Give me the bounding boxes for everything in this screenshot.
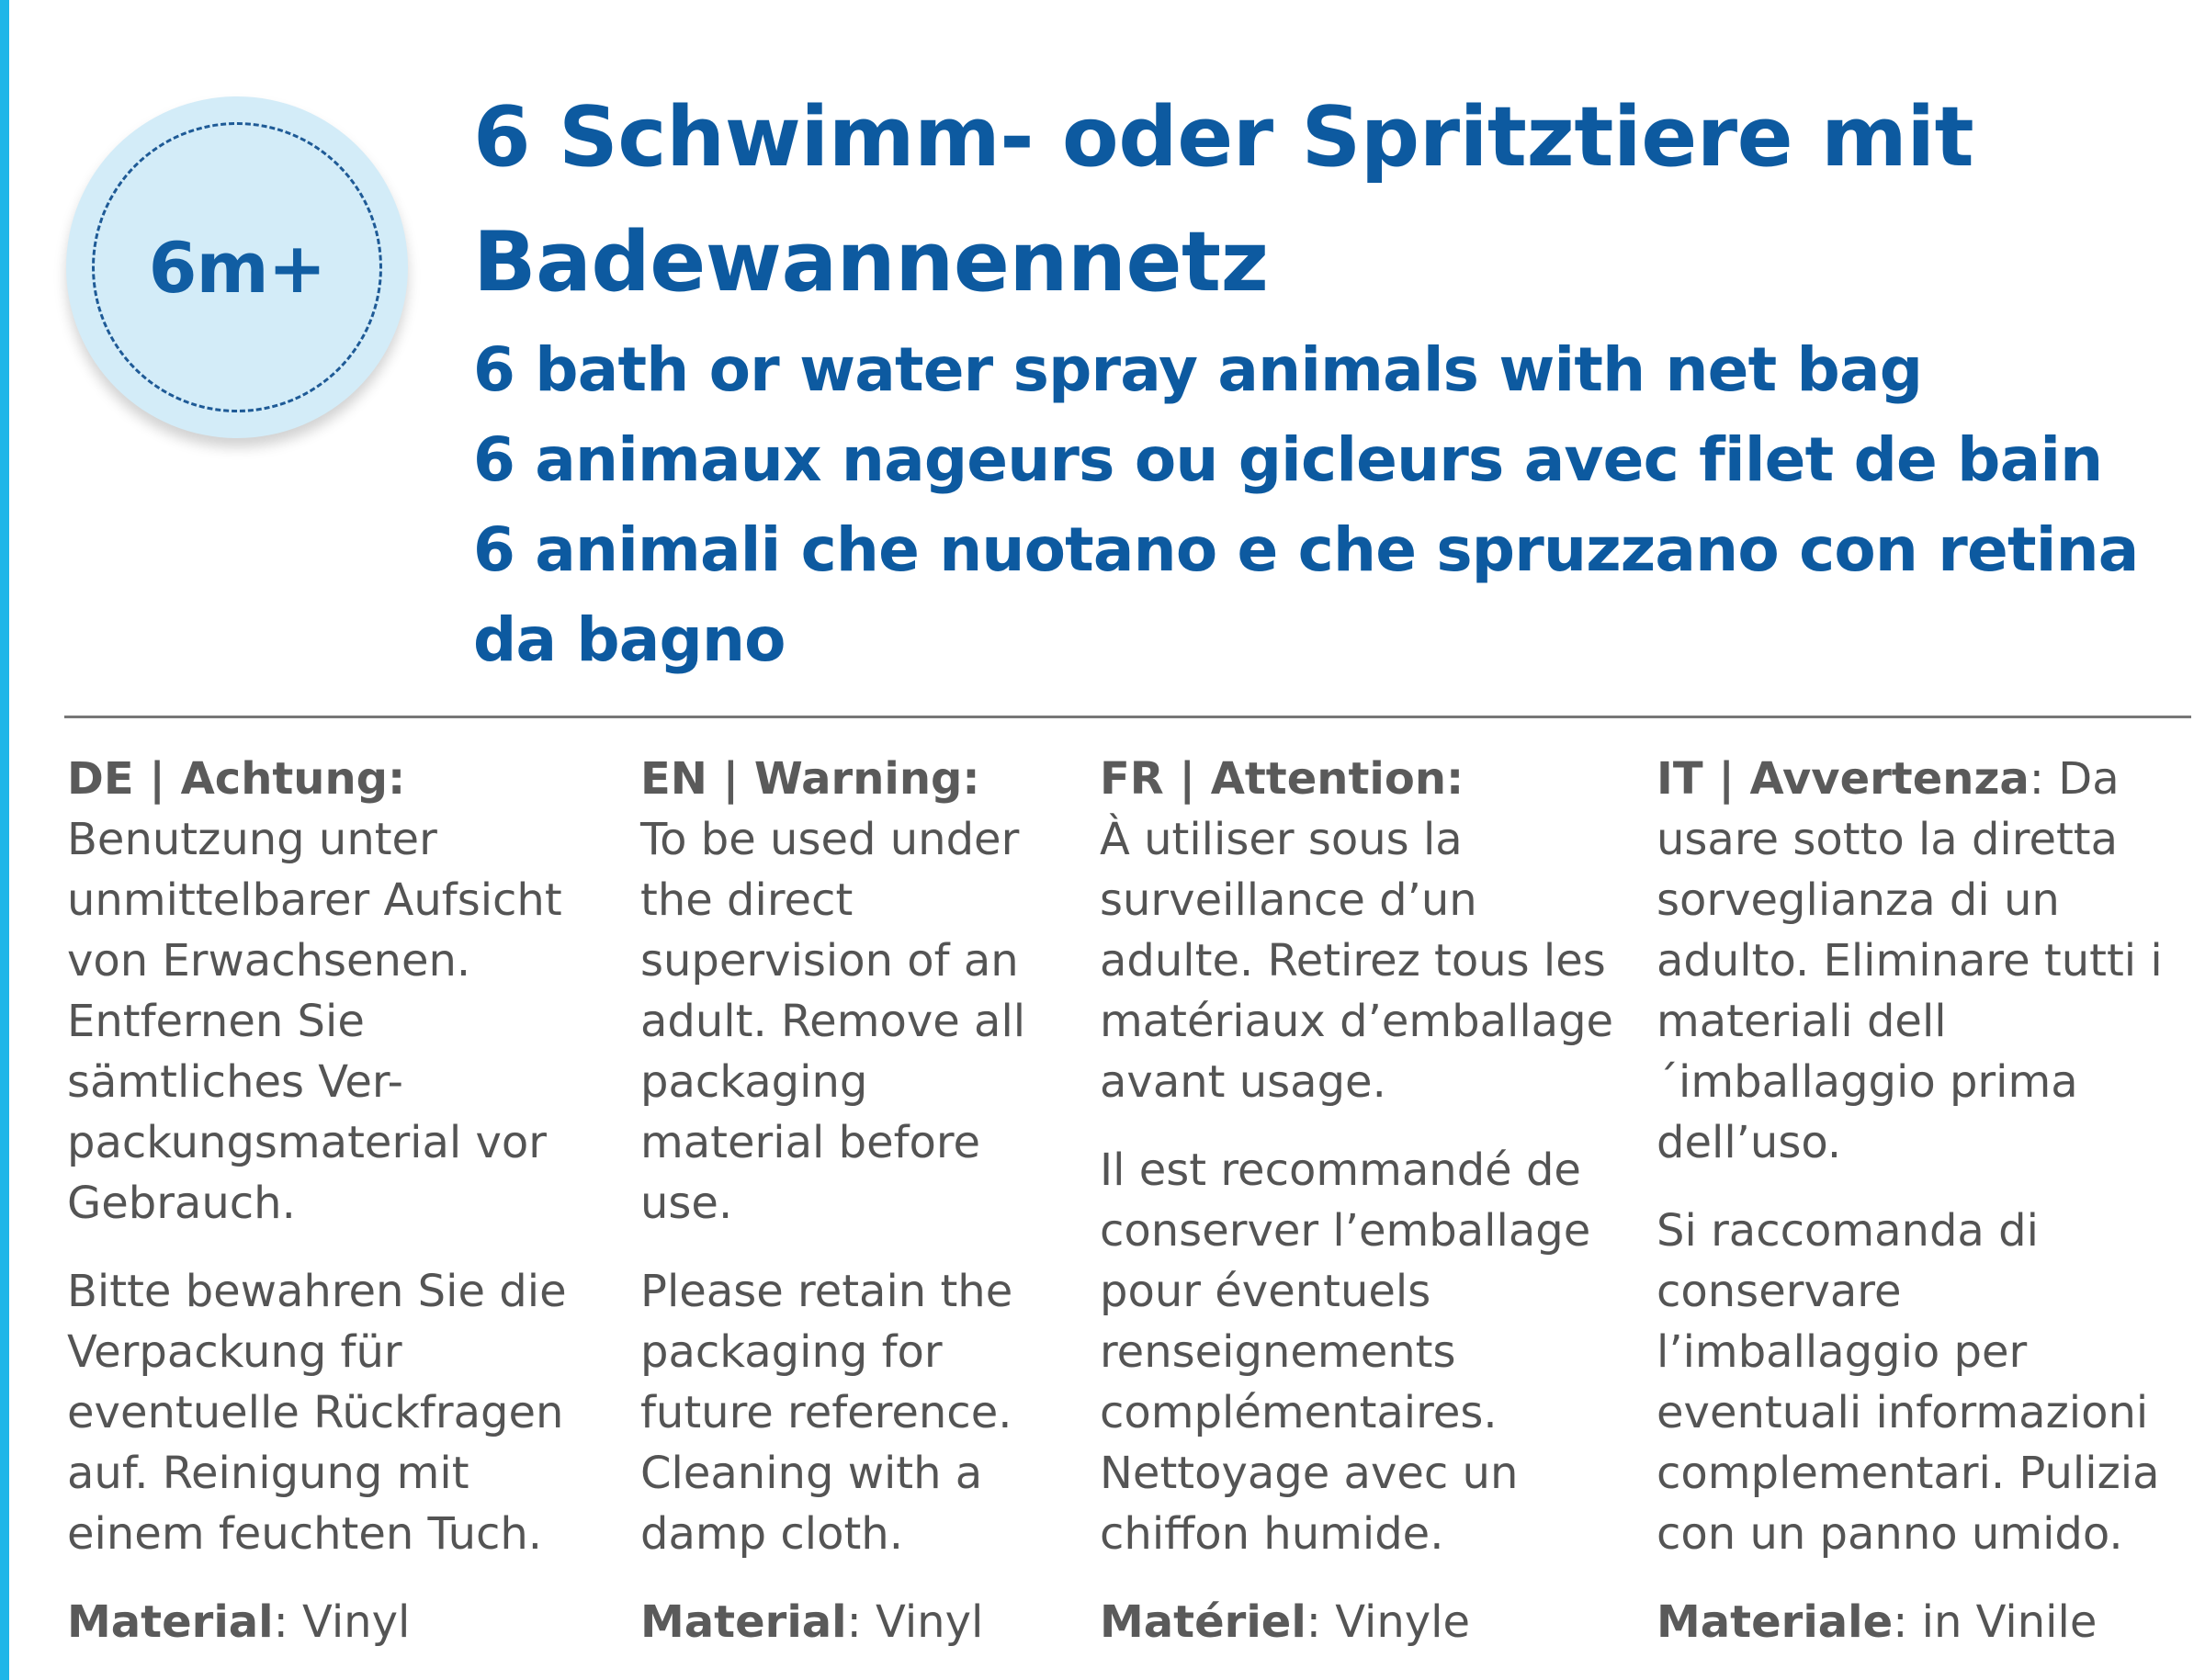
- material-line-en: [640, 1592, 1063, 1652]
- info-text-it: Si raccomanda di conservare l’imballaggio per eventuali informazioni complementari. Pulizia con un panno umido.: [1657, 1205, 2160, 1560]
- title-fr: 6 animaux nageurs ou gicleurs avec filet de bain: [473, 424, 2103, 495]
- left-edge-stripe: [0, 0, 9, 1680]
- info-text-de: Bitte bewahren Sie die Verpackung für eventuelle Rückfragen auf. Reinigung mit einem feuchten Tuch.: [67, 1266, 567, 1560]
- material-label-en: Material: [640, 1596, 847, 1648]
- column-fr: [1100, 749, 1623, 1680]
- warning-paragraph: [67, 749, 591, 1234]
- heading-de: DE | Achtung:: [67, 753, 406, 805]
- warning-text-en: To be used under the direct supervision of an adult. Remove all packaging material before use.: [640, 814, 1026, 1229]
- warning-paragraph: [1657, 749, 2189, 1173]
- material-value-it: : in Vinile: [1893, 1596, 2098, 1648]
- warning-paragraph: [640, 749, 1063, 1234]
- title-de: 6 Schwimm- oder Spritztiere mit Badewannennetz: [473, 89, 1974, 310]
- heading-it: IT | Avvertenza: [1657, 753, 2030, 805]
- material-label-it: Materiale: [1657, 1596, 1894, 1648]
- heading-fr: FR | Attention:: [1100, 753, 1464, 805]
- column-it: [1657, 749, 2189, 1680]
- column-de: [67, 749, 591, 1680]
- material-line-de: [67, 1592, 591, 1652]
- warning-text-fr: À utiliser sous la surveillance d’un adulte. Retirez tous les matériaux d’emballage avant usage.: [1100, 814, 1614, 1108]
- material-label-de: Material: [67, 1596, 274, 1648]
- warning-text-de: Benutzung unter unmittelbarer Aufsicht von Erwachsenen. Entfernen Sie sämtliches Ver-packungsmaterial vor Gebrauch.: [67, 814, 562, 1229]
- material-value-fr: : Vinyle: [1306, 1596, 1471, 1648]
- warning-paragraph: [1100, 749, 1623, 1112]
- heading-en: EN | Warning:: [640, 753, 980, 805]
- info-text-en: Please retain the packaging for future reference. Cleaning with a damp cloth.: [640, 1266, 1013, 1560]
- title-it: 6 animali che nuotano e che spruzzano con retina da bagno: [473, 514, 2139, 675]
- age-badge: [66, 96, 408, 438]
- title-en: 6 bath or water spray animals with net bag: [473, 334, 1923, 405]
- material-line-it: [1657, 1592, 2189, 1652]
- material-value-de: : Vinyl: [273, 1596, 411, 1648]
- age-label: 6m+: [148, 226, 326, 309]
- info-text-fr: Il est recommandé de conserver l’emballage pour éventuels renseignements complémentaires. Nettoyage avec un chiffon humide.: [1100, 1144, 1591, 1560]
- column-en: [640, 749, 1063, 1680]
- title-block: [473, 75, 2182, 685]
- divider-line: [64, 716, 2191, 718]
- material-label-fr: Matériel: [1100, 1596, 1306, 1648]
- warning-text-it: : Da usare sotto la diretta sorveglianza di un adulto. Eliminare tutti i materiali dell´imballaggio prima dell’uso.: [1657, 753, 2163, 1168]
- material-value-en: : Vinyl: [846, 1596, 984, 1648]
- material-line-fr: [1100, 1592, 1623, 1652]
